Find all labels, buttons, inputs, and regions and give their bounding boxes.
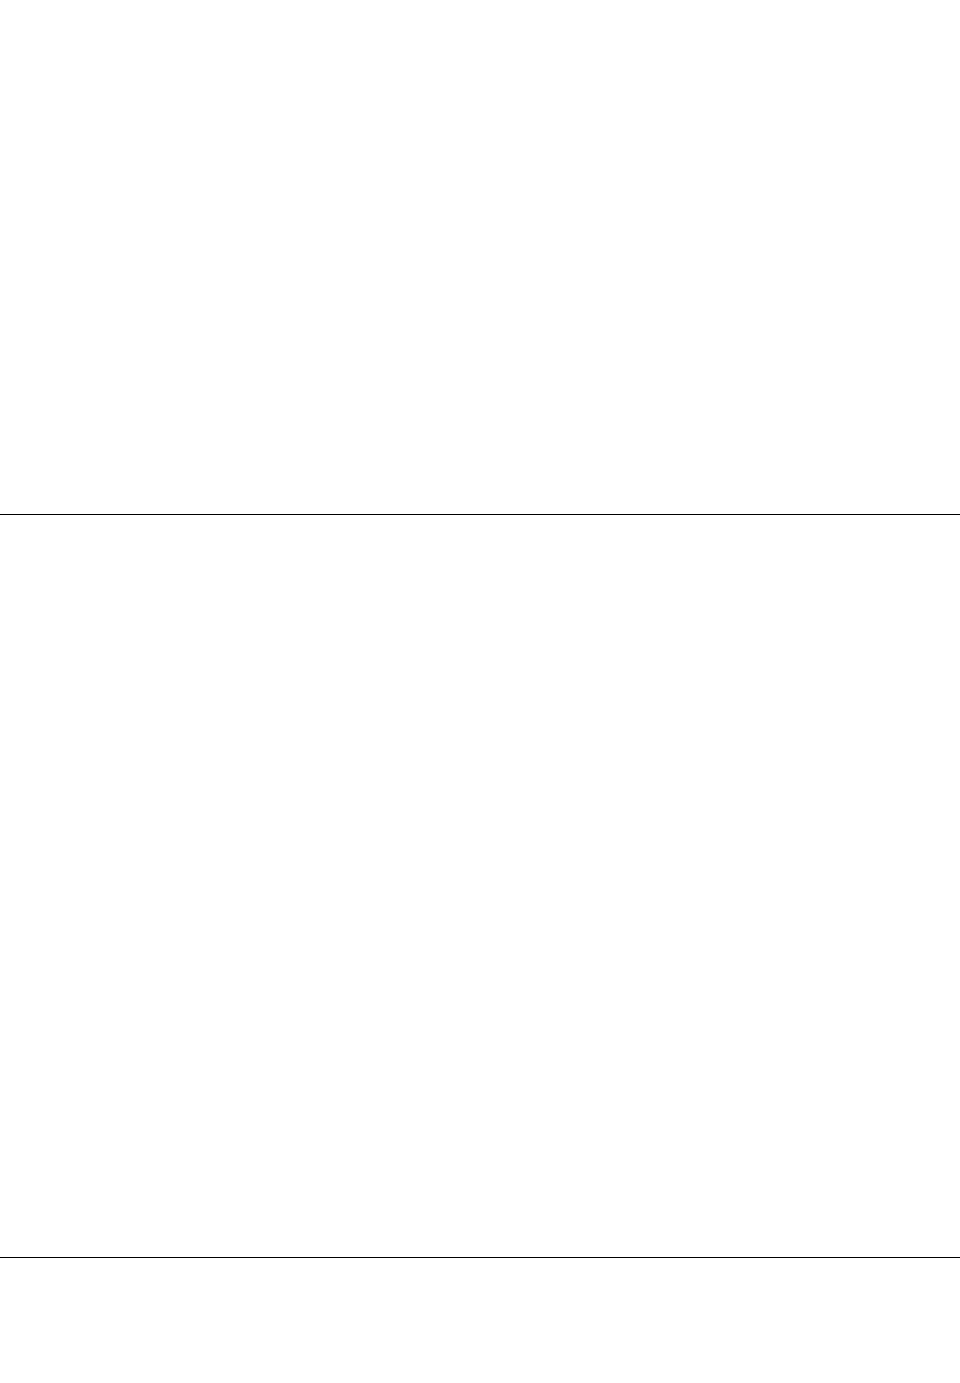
header-obj-podil [470, 465, 580, 489]
header-upraveny-podil [826, 465, 960, 489]
sum-row [0, 1226, 960, 1254]
header-hodnoceni [340, 465, 460, 489]
sum-divider [0, 1257, 960, 1258]
header-cast [595, 465, 705, 489]
header-divider [0, 514, 960, 515]
coefficient-row [0, 1263, 960, 1291]
